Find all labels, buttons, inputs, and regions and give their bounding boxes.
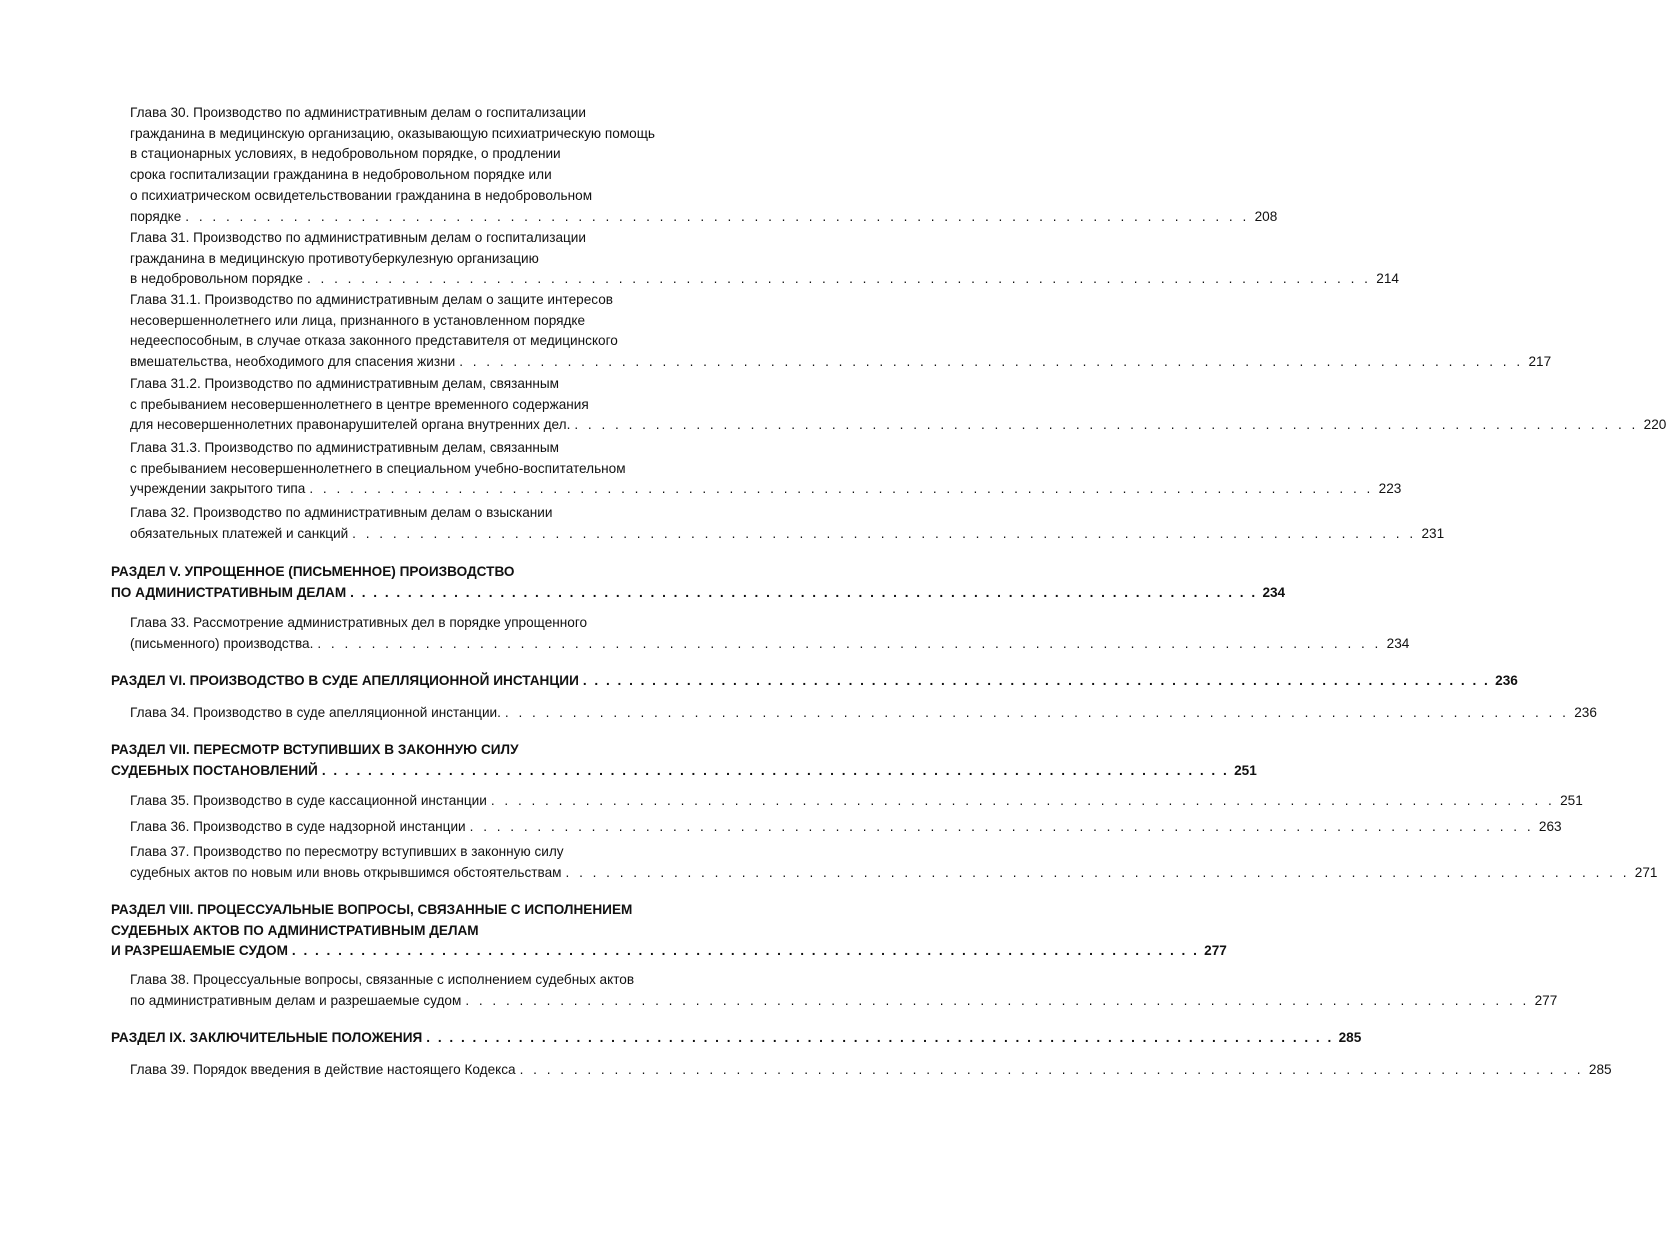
page-number: 251 bbox=[1234, 762, 1257, 778]
entry-text-line: о психиатрическом освидетельствовании гражданина в недобровольном bbox=[130, 187, 593, 203]
dot-leader: . . . . . . . . . . . . . . . . . . . . . . . . . . . . . . . . . . . . . . . . . . . . . . . . . . . . . . . . . . . . . . . . . . . . . . . . . . . . . . . bbox=[565, 864, 1630, 880]
dot-leader: . . . . . . . . . . . . . . . . . . . . . . . . . . . . . . . . . . . . . . . . . . . . . . . . . . . . . . . . . . . . . . . . . . . . . . . . . . . . . . . bbox=[291, 943, 1199, 959]
page-number: 277 bbox=[1534, 992, 1558, 1008]
entry-text-line: учреждении закрытого типа bbox=[130, 481, 306, 497]
toc-entry-chapter-31-2 bbox=[130, 374, 1666, 436]
entry-text-line: недееспособным, в случае отказа законного представителя от медицинского bbox=[130, 333, 618, 349]
toc-entry-chapter-32 bbox=[130, 503, 1445, 544]
toc-entry-chapter-38 bbox=[130, 970, 1558, 1011]
page-number: 214 bbox=[1376, 271, 1399, 287]
entry-text-line: в стационарных условиях, в недобровольном порядке, о продлении bbox=[130, 146, 561, 162]
toc-section-viii bbox=[111, 900, 1227, 962]
entry-text-line: Глава 33. Рассмотрение административных дел в порядке упрощенного bbox=[130, 615, 588, 630]
toc-entry-chapter-31-3 bbox=[130, 438, 1402, 500]
page-number: 285 bbox=[1338, 1030, 1362, 1045]
entry-text-line: вмешательства, необходимого для спасения жизни bbox=[130, 354, 456, 370]
entry-text-line: по административным делам и разрешаемые судом bbox=[130, 992, 462, 1008]
page-number: 234 bbox=[1386, 635, 1410, 651]
section-heading-line: РАЗДЕЛ VIII. ПРОЦЕССУАЛЬНЫЕ ВОПРОСЫ, СВЯЗАННЫЕ С ИСПОЛНЕНИЕМ bbox=[111, 902, 633, 917]
entry-text-line: порядке bbox=[130, 208, 182, 224]
dot-leader: . . . . . . . . . . . . . . . . . . . . . . . . . . . . . . . . . . . . . . . . . . . . . . . . . . . . . . . . . . . . . . . . . . . . . . . . . . . . . . . bbox=[574, 417, 1639, 433]
dot-leader: . . . . . . . . . . . . . . . . . . . . . . . . . . . . . . . . . . . . . . . . . . . . . . . . . . . . . . . . . . . . . . . . . . . . . . . . . . . . . . . bbox=[185, 208, 1250, 224]
dot-leader: . . . . . . . . . . . . . . . . . . . . . . . . . . . . . . . . . . . . . . . . . . . . . . . . . . . . . . . . . . . . . . . . . . . . . . . . . . . . . . . bbox=[469, 819, 1534, 834]
toc-entry-chapter-33 bbox=[130, 613, 1410, 654]
page-number: 236 bbox=[1574, 705, 1597, 720]
entry-text-line: для несовершеннолетних правонарушителей органа внутренних дел. bbox=[130, 417, 571, 433]
entry-text-line: Глава 32. Производство по административным делам о взыскании bbox=[130, 505, 553, 520]
entry-text-line: в недобровольном порядке bbox=[130, 271, 303, 287]
entry-text-line: Глава 31.2. Производство по административным делам, связанным bbox=[130, 376, 560, 391]
toc-entry-chapter-31 bbox=[130, 228, 1399, 290]
entry-text-line: Глава 35. Производство в суде кассационной инстанции bbox=[130, 793, 487, 808]
toc-section-vii bbox=[111, 740, 1257, 781]
dot-leader: . . . . . . . . . . . . . . . . . . . . . . . . . . . . . . . . . . . . . . . . . . . . . . . . . . . . . . . . . . . . . . . . . . . . . . . . . . . . . . . bbox=[504, 705, 1569, 720]
section-heading-line: ПО АДМИНИСТРАТИВНЫМ ДЕЛАМ bbox=[111, 584, 347, 600]
page-number: 285 bbox=[1588, 1062, 1612, 1077]
entry-text-line: Глава 37. Производство по пересмотру вступивших в законную силу bbox=[130, 844, 564, 859]
page-number: 271 bbox=[1634, 864, 1658, 880]
page-number: 223 bbox=[1378, 481, 1402, 497]
entry-text-line: Глава 39. Порядок введения в действие настоящего Кодекса bbox=[130, 1062, 516, 1077]
page-number: 231 bbox=[1421, 525, 1445, 541]
entry-text-line: Глава 36. Производство в суде надзорной инстанции bbox=[130, 819, 466, 834]
page-number: 208 bbox=[1254, 208, 1278, 224]
toc-entry-chapter-35 bbox=[130, 791, 1583, 812]
toc-section-ix bbox=[111, 1028, 1362, 1049]
page-number: 236 bbox=[1495, 673, 1518, 688]
section-heading-line: РАЗДЕЛ VII. ПЕРЕСМОТР ВСТУПИВШИХ В ЗАКОННУЮ СИЛУ bbox=[111, 742, 519, 757]
entry-text-line: срока госпитализации гражданина в недобровольном порядке или bbox=[130, 167, 552, 183]
section-heading-line: РАЗДЕЛ VI. ПРОИЗВОДСТВО В СУДЕ АПЕЛЛЯЦИОННОЙ ИНСТАНЦИИ bbox=[111, 673, 579, 688]
dot-leader: . . . . . . . . . . . . . . . . . . . . . . . . . . . . . . . . . . . . . . . . . . . . . . . . . . . . . . . . . . . . . . . . . . . . . . . . . . . . . . . bbox=[426, 1030, 1334, 1045]
page-number: 220 bbox=[1643, 417, 1666, 433]
entry-text-line: Глава 31. Производство по административным делам о госпитализации bbox=[130, 230, 586, 245]
toc-entry-chapter-37 bbox=[130, 842, 1658, 883]
section-heading-line: СУДЕБНЫХ АКТОВ ПО АДМИНИСТРАТИВНЫМ ДЕЛАМ bbox=[111, 922, 479, 938]
page-number: 251 bbox=[1560, 793, 1583, 808]
entry-text-line: обязательных платежей и санкций bbox=[130, 525, 349, 541]
section-heading-line: И РАЗРЕШАЕМЫЕ СУДОМ bbox=[111, 943, 288, 959]
entry-text-line: гражданина в медицинскую противотуберкулезную организацию bbox=[130, 250, 539, 266]
dot-leader: . . . . . . . . . . . . . . . . . . . . . . . . . . . . . . . . . . . . . . . . . . . . . . . . . . . . . . . . . . . . . . . . . . . . . . . . . . . . . . . bbox=[490, 793, 1555, 808]
page-number: 217 bbox=[1528, 354, 1552, 370]
entry-text-line: Глава 31.3. Производство по административным делам, связанным bbox=[130, 440, 560, 455]
entry-text-line: Глава 31.1. Производство по административным делам о защите интересов bbox=[130, 292, 613, 307]
entry-text-line: несовершеннолетнего или лица, признанного в установленном порядке bbox=[130, 312, 586, 328]
page-number: 234 bbox=[1262, 584, 1286, 600]
dot-leader: . . . . . . . . . . . . . . . . . . . . . . . . . . . . . . . . . . . . . . . . . . . . . . . . . . . . . . . . . . . . . . . . . . . . . . . . . . . . . . . bbox=[459, 354, 1524, 370]
toc-entry-chapter-34 bbox=[130, 703, 1597, 724]
page-number: 277 bbox=[1204, 943, 1227, 959]
entry-text-line: с пребыванием несовершеннолетнего в центре временного содержания bbox=[130, 396, 589, 412]
toc-entry-chapter-31-1 bbox=[130, 290, 1552, 373]
dot-leader: . . . . . . . . . . . . . . . . . . . . . . . . . . . . . . . . . . . . . . . . . . . . . . . . . . . . . . . . . . . . . . . . . . . . . . . . . . . . . . . bbox=[306, 271, 1371, 287]
toc-section-v bbox=[111, 562, 1286, 603]
dot-leader: . . . . . . . . . . . . . . . . . . . . . . . . . . . . . . . . . . . . . . . . . . . . . . . . . . . . . . . . . . . . . . . . . . . . . . . . . . . . . . . bbox=[519, 1062, 1584, 1077]
section-heading-line: РАЗДЕЛ IX. ЗАКЛЮЧИТЕЛЬНЫЕ ПОЛОЖЕНИЯ bbox=[111, 1030, 423, 1045]
page-number: 263 bbox=[1538, 819, 1562, 834]
dot-leader: . . . . . . . . . . . . . . . . . . . . . . . . . . . . . . . . . . . . . . . . . . . . . . . . . . . . . . . . . . . . . . . . . . . . . . . . . . . . . . . bbox=[350, 584, 1258, 600]
dot-leader: . . . . . . . . . . . . . . . . . . . . . . . . . . . . . . . . . . . . . . . . . . . . . . . . . . . . . . . . . . . . . . . . . . . . . . . . . . . . . . . bbox=[582, 673, 1490, 688]
toc-section-vi bbox=[111, 671, 1518, 692]
entry-text-line: с пребыванием несовершеннолетнего в специальном учебно-воспитательном bbox=[130, 460, 626, 476]
dot-leader: . . . . . . . . . . . . . . . . . . . . . . . . . . . . . . . . . . . . . . . . . . . . . . . . . . . . . . . . . . . . . . . . . . . . . . . . . . . . . . . bbox=[317, 635, 1382, 651]
toc-entry-chapter-39 bbox=[130, 1060, 1612, 1081]
entry-text-line: (письменного) производства. bbox=[130, 635, 314, 651]
entry-text-line: гражданина в медицинскую организацию, оказывающую психиатрическую помощь bbox=[130, 125, 655, 141]
section-heading-line: РАЗДЕЛ V. УПРОЩЕННОЕ (ПИСЬМЕННОЕ) ПРОИЗВОДСТВО bbox=[111, 564, 515, 579]
dot-leader: . . . . . . . . . . . . . . . . . . . . . . . . . . . . . . . . . . . . . . . . . . . . . . . . . . . . . . . . . . . . . . . . . . . . . . . . . . . . . . . bbox=[309, 481, 1374, 497]
entry-text-line: Глава 38. Процессуальные вопросы, связанные с исполнением судебных актов bbox=[130, 972, 635, 987]
dot-leader: . . . . . . . . . . . . . . . . . . . . . . . . . . . . . . . . . . . . . . . . . . . . . . . . . . . . . . . . . . . . . . . . . . . . . . . . . . . . . . . bbox=[321, 762, 1229, 778]
dot-leader: . . . . . . . . . . . . . . . . . . . . . . . . . . . . . . . . . . . . . . . . . . . . . . . . . . . . . . . . . . . . . . . . . . . . . . . . . . . . . . . bbox=[465, 992, 1530, 1008]
toc-entry-chapter-36 bbox=[130, 817, 1562, 838]
entry-text-line: судебных актов по новым или вновь открывшимся обстоятельствам bbox=[130, 864, 562, 880]
dot-leader: . . . . . . . . . . . . . . . . . . . . . . . . . . . . . . . . . . . . . . . . . . . . . . . . . . . . . . . . . . . . . . . . . . . . . . . . . . . . . . . bbox=[352, 525, 1417, 541]
toc-entry-chapter-30 bbox=[130, 103, 1278, 227]
entry-text-line: Глава 34. Производство в суде апелляционной инстанции. bbox=[130, 705, 501, 720]
section-heading-line: СУДЕБНЫХ ПОСТАНОВЛЕНИЙ bbox=[111, 762, 318, 778]
entry-text-line: Глава 30. Производство по административным делам о госпитализации bbox=[130, 105, 586, 120]
